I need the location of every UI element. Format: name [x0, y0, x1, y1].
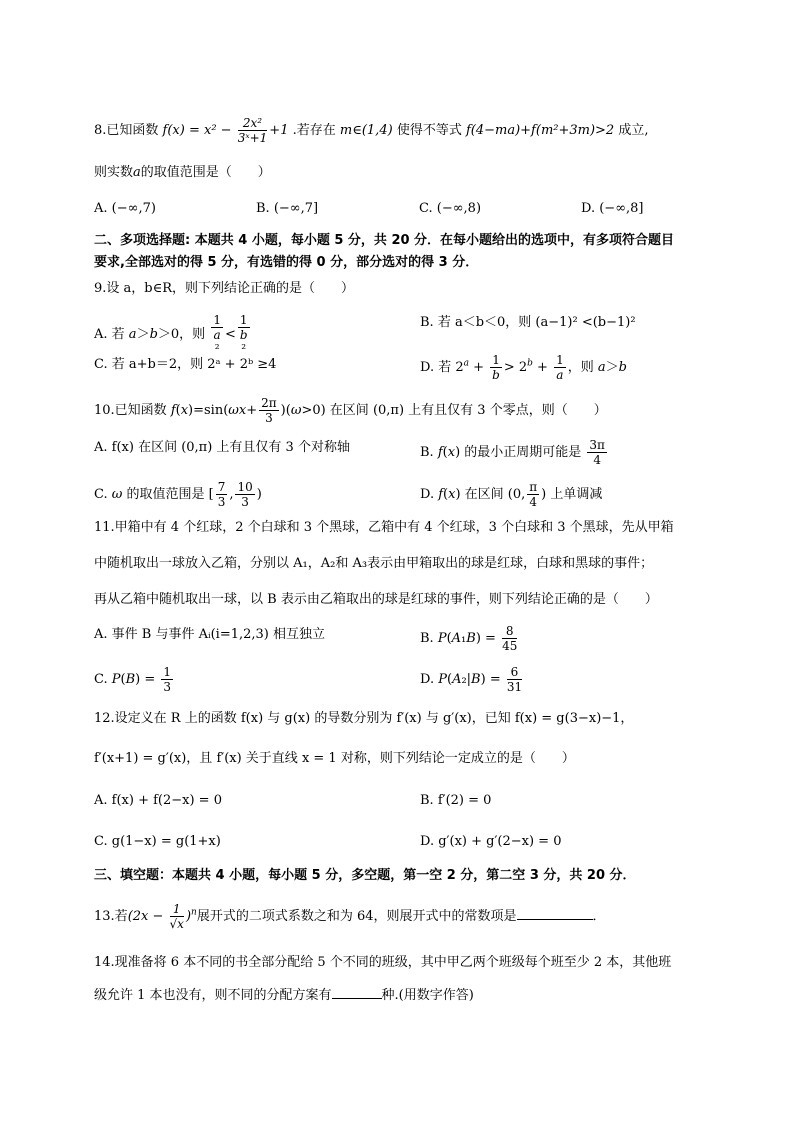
q13-answer-blank[interactable]: [517, 907, 593, 920]
q11-option-a: A. 事件 B 与事件 Aᵢ(i=1,2,3) 相互独立: [94, 627, 326, 642]
q10-option-a: A. f(x) 在区间 (0,π) 上有且仅有 3 个对称轴: [94, 440, 350, 455]
q11-stem-line3: 再从乙箱中随机取出一球，以 B 表示由乙箱取出的球是红球的事件，则下列结论正确的是（ ）: [94, 592, 658, 607]
section2-heading-line1: 二、多项选择题: 本题共 4 小题，每小题 5 分，共 20 分．在每小题给出的选项中，有多项符合题目: [94, 233, 675, 248]
q8-inequality: f(4−ma)+f(m²+3m)>2: [465, 123, 615, 138]
q13-stem-a: 13.若: [94, 909, 128, 924]
q13-end: ．: [592, 909, 606, 924]
q8-option-a: A. (−∞,7): [94, 201, 156, 216]
q8-stem-line2: [94, 163, 271, 183]
q9-stem: 9.设 a，b∈R，则下列结论正确的是（ ）: [94, 281, 355, 296]
q8-stem-e: 则实数: [94, 165, 134, 180]
q12-stem-line1: 12.设定义在 R 上的函数 f(x) 与 g(x) 的导数分别为 f′(x) 与 g′(x)，已知 f(x) = g(3−x)−1，: [94, 711, 634, 726]
q12-option-d: D. g′(x) + g′(2−x) = 0: [420, 834, 562, 849]
section3-heading: 三、填空题：本题共 4 小题，每小题 5 分，多空题，第一空 2 分，第二空 3 分，共 20 分．: [94, 868, 636, 883]
q11-stem-line2: 中随机取出一球放入乙箱，分别以 A₁，A₂和 A₃表示由甲箱取出的球是红球，白球和黑球的事件；: [94, 556, 654, 571]
q12-option-c: C. g(1−x) = g(1+x): [94, 834, 221, 849]
q10-stem: 10.已知函数 f(x)=sin(ωx+ $\frac{2\pi}{3}$ )(ω>0) 在区间 (0,π) 上有且仅有 3 个零点，则（ ）: [94, 396, 607, 425]
q8-condition: m∈(1,4): [339, 123, 393, 138]
q11-option-d: D. P(A₂|B) = $\frac{6}{31}$: [420, 665, 523, 694]
q8-stem-c: 使得不等式: [396, 123, 462, 138]
q9-option-a: A. 若 a＞b＞0，则 1 a ² < 1 b ²: [94, 313, 248, 356]
q9-option-d: D. 若 $2^a$ + $\frac{1}{b}$ > $2^b$ + $\frac{1}{a}$ ，则 a＞b: [420, 353, 627, 382]
q10-option-b: B. f(x) 的最小正周期可能是 $\frac{3\pi}{4}$: [420, 438, 605, 467]
q9-option-b: B. 若 a＜b＜0，则 (a−1)² <(b−1)²: [420, 315, 636, 330]
q8-option-c: C. (−∞,8): [419, 201, 482, 216]
q12-option-b: B. f′(2) = 0: [420, 793, 492, 808]
q14-stem-line2: [94, 986, 474, 1006]
q14-answer-blank[interactable]: [332, 986, 382, 999]
q8-var: a: [133, 165, 141, 180]
q11-stem-line1: 11.甲箱中有 4 个红球，2 个白球和 3 个黑球，乙箱中有 4 个红球，3 个白球和 3 个黑球，先从甲箱: [94, 520, 674, 535]
q11-option-c: C. P(B) = $\frac{1}{3}$: [94, 665, 172, 694]
q14-stem-line1: 14.现准备将 6 本不同的书全部分配给 5 个不同的班级，其中甲乙两个班级每个班至少 2 本，其他班: [94, 955, 672, 970]
q10-option-c: C. ω 的取值范围是 [ $\frac{7}{3}$ , $\frac{10}{3}$ ): [94, 480, 262, 509]
q13-stem: [94, 902, 606, 931]
q11-option-b: B. P(A₁B) = $\frac{8}{45}$: [420, 624, 518, 653]
q8-function: f(x) = x² − $\frac{\text{2x²}}{\text{3ˣ+1}}$ +1: [162, 116, 289, 145]
q10-option-d: D. f(x) 在区间 (0, $\frac{\pi}{4}$ ) 上单调减: [420, 480, 603, 509]
q12-option-a: A. f(x) + f(2−x) = 0: [94, 793, 222, 808]
q8-stem-d: 成立,: [618, 123, 649, 138]
q8-stem-line1: [94, 116, 649, 145]
q9-option-c: C. 若 a+b＝2，则 2ᵃ + 2ᵇ ≥4: [94, 357, 277, 372]
q12-stem-line2: f′(x+1) = g′(x)，且 f′(x) 关于直线 x = 1 对称，则下列结论一定成立的是（ ）: [94, 751, 575, 766]
q13-expression: (2x − $\frac{1}{√x}$ )$^n$: [127, 902, 197, 931]
q8-option-d: D. (−∞,8]: [581, 201, 644, 216]
q14-stem-line2-a: 级允许 1 本也没有，则不同的分配方案有: [94, 988, 332, 1003]
q8-stem-b: .若存在: [292, 123, 336, 138]
q8-option-b: B. (−∞,7]: [256, 201, 319, 216]
q8-stem-f: 的取值范围是（ ）: [140, 165, 271, 180]
q13-stem-b: 展开式的二项式系数之和为 64，则展开式中的常数项是: [196, 909, 517, 924]
q14-stem-line2-b: 种.(用数字作答): [381, 988, 474, 1003]
section2-heading-line2: 要求,全部选对的得 5 分，有选错的得 0 分，部分选对的得 3 分．: [94, 255, 479, 270]
q8-stem-a: 8.已知函数: [94, 123, 159, 138]
